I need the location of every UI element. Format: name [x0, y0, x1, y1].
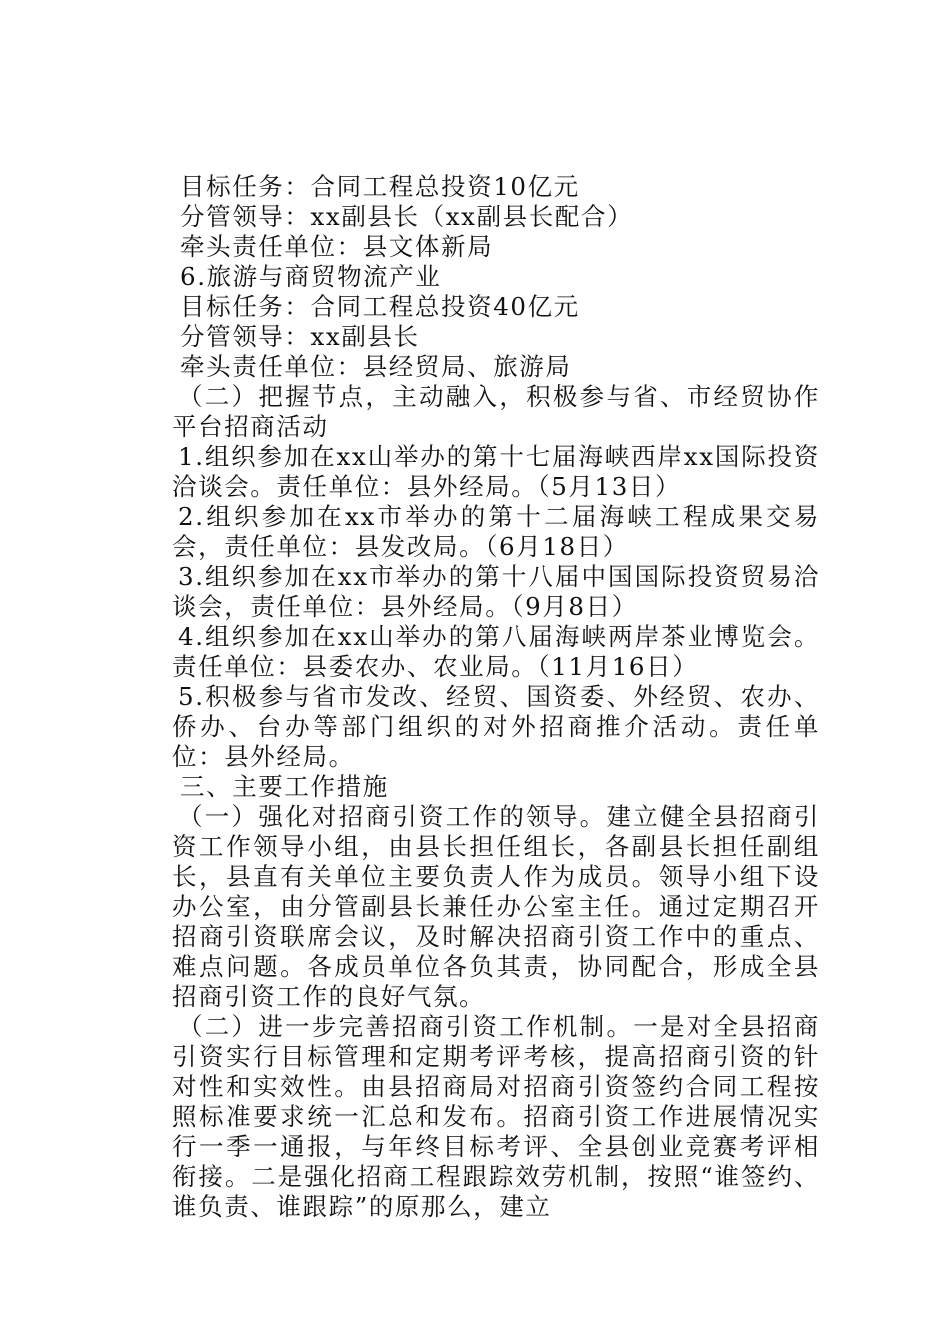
target-task-line: 目标任务：合同工程总投资40亿元	[180, 292, 580, 321]
lead-unit-line: 牵头责任单位：县文体新局	[180, 232, 494, 261]
event-item: 2.组织参加在xx市举办的第十二届海峡工程成果交易会，责任单位：县发改局。（6月18日）	[172, 502, 820, 561]
target-task-line: 目标任务：合同工程总投资10亿元	[180, 172, 580, 201]
event-item: 3.组织参加在xx市举办的第十八届中国国际投资贸易洽谈会，责任单位：县外经局。（9月8日）	[172, 562, 820, 621]
subsection-heading: （二）把握节点，主动融入，积极参与省、市经贸协作平台招商活动	[172, 382, 820, 441]
document-body	[172, 172, 820, 1222]
section-heading: 三、主要工作措施	[180, 772, 389, 801]
event-item: 5.积极参与省市发改、经贸、国资委、外经贸、农办、侨办、台办等部门组织的对外招商推介活动。责任单位：县外经局。	[172, 682, 820, 771]
industry-heading: 6.旅游与商贸物流产业	[180, 262, 442, 291]
leader-line: 分管领导：xx副县长（xx副县长配合）	[180, 202, 634, 231]
measure-paragraph: （二）进一步完善招商引资工作机制。一是对全县招商引资实行目标管理和定期考评考核，提高招商引资的针对性和实效性。由县招商局对招商引资签约合同工程按照标准要求统一汇总和发布。招商引资工作进展情况实行一季一通报，与年终目标考评、全县创业竞赛考评相衔接。二是强化招商工程跟踪效劳机制，按照“谁签约、谁负责、谁跟踪”的原那么，建立	[172, 1012, 820, 1221]
leader-line: 分管领导：xx副县长	[180, 322, 420, 351]
event-item: 4.组织参加在xx山举办的第八届海峡两岸茶业博览会。责任单位：县委农办、农业局。（11月16日）	[172, 622, 820, 681]
event-item: 1.组织参加在xx山举办的第十七届海峡西岸xx国际投资洽谈会。责任单位：县外经局。（5月13日）	[172, 442, 820, 501]
measure-paragraph: （一）强化对招商引资工作的领导。建立健全县招商引资工作领导小组，由县长担任组长，各副县长担任副组长，县直有关单位主要负责人作为成员。领导小组下设办公室，由分管副县长兼任办公室主任。通过定期召开招商引资联席会议，及时解决招商引资工作中的重点、难点问题。各成员单位各负其责，协同配合，形成全县招商引资工作的良好气氛。	[172, 802, 820, 1011]
lead-unit-line: 牵头责任单位：县经贸局、旅游局	[180, 352, 572, 381]
